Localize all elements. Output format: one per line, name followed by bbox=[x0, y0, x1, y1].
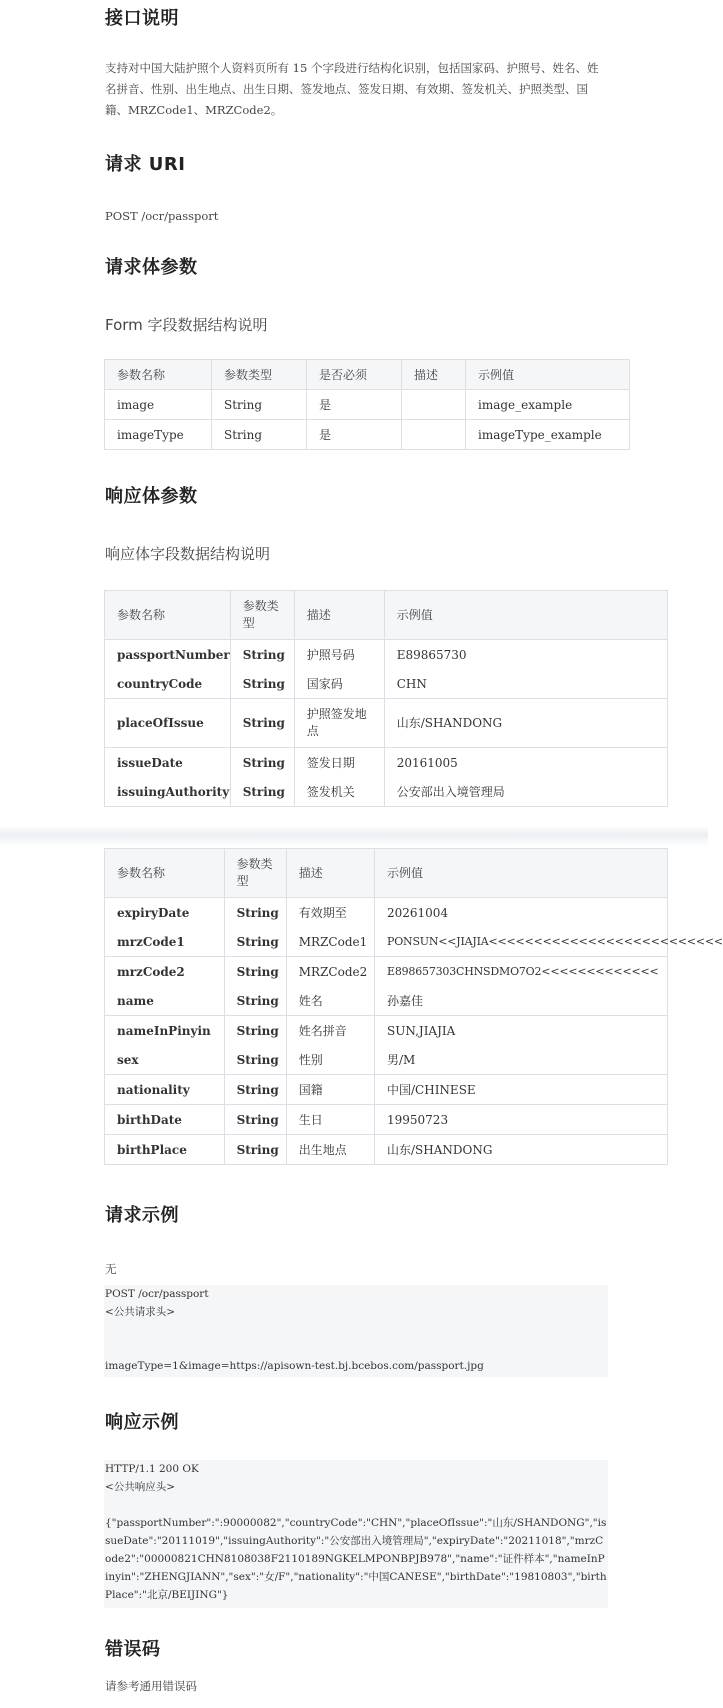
request-code-block bbox=[104, 1285, 608, 1377]
code-line: POST /ocr/passport bbox=[105, 1288, 209, 1300]
table-row bbox=[105, 640, 668, 670]
table-cell: 公安部出入境管理局 bbox=[384, 777, 667, 807]
table-header-row bbox=[105, 360, 630, 390]
response-example-heading: 响应示例 bbox=[105, 1412, 179, 1433]
table-cell: nationality bbox=[105, 1075, 225, 1105]
table-cell: String bbox=[224, 1135, 286, 1165]
uri-heading: 请求 URI bbox=[105, 154, 186, 175]
code-line: imageType=1&image=https://apisown-test.bj.bcebos.com/passport.jpg bbox=[105, 1360, 484, 1372]
table-header-cell: 描述 bbox=[286, 849, 374, 898]
table-row bbox=[105, 777, 668, 807]
table-row bbox=[105, 898, 668, 928]
table-cell: String bbox=[230, 669, 294, 699]
error-code-link[interactable]: 请参考通用错误码 bbox=[105, 1679, 197, 1693]
table-header-cell: 描述 bbox=[402, 360, 466, 390]
table-cell: String bbox=[224, 898, 286, 928]
table-cell: 生日 bbox=[286, 1105, 374, 1135]
table-cell: String bbox=[224, 1105, 286, 1135]
table-row bbox=[105, 390, 630, 420]
table-cell: String bbox=[212, 390, 307, 420]
table-cell: String bbox=[224, 1075, 286, 1105]
table-cell: mrzCode2 bbox=[105, 957, 225, 987]
table-cell: 姓名 bbox=[286, 986, 374, 1016]
table-cell: String bbox=[224, 927, 286, 957]
table-cell: 签发机关 bbox=[294, 777, 384, 807]
code-line: <公共请求头> bbox=[105, 1306, 176, 1318]
table-cell: 国籍 bbox=[286, 1075, 374, 1105]
table-header-row bbox=[105, 591, 668, 640]
table-cell: MRZCode1 bbox=[286, 927, 374, 957]
request-body-heading: 请求体参数 bbox=[105, 257, 198, 278]
table-cell: String bbox=[224, 957, 286, 987]
table-header-row bbox=[105, 849, 668, 898]
table-cell: passportNumber bbox=[105, 640, 231, 670]
table-cell: MRZCode2 bbox=[286, 957, 374, 987]
table-cell: CHN bbox=[384, 669, 667, 699]
response-params-table-2 bbox=[104, 848, 723, 1165]
form-subheading: Form 字段数据结构说明 bbox=[105, 316, 268, 334]
table-cell: String bbox=[230, 777, 294, 807]
intro-paragraph: 支持对中国大陆护照个人资料页所有 15 个字段进行结构化识别，包括国家码、护照号、姓名、姓名拼音、性别、出生地点、出生日期、签发地点、签发日期、有效期、签发机关、护照类型、国籍、MRZCode1、MRZCode2。 bbox=[105, 61, 599, 117]
table-cell: issuingAuthority bbox=[105, 777, 231, 807]
table-cell: 签发日期 bbox=[294, 748, 384, 778]
table-header-cell: 参数类型 bbox=[230, 591, 294, 640]
intro-heading: 接口说明 bbox=[105, 8, 179, 29]
table-cell: countryCode bbox=[105, 669, 231, 699]
table-cell: 孙嘉佳 bbox=[375, 986, 668, 1016]
table-cell: 20161005 bbox=[384, 748, 667, 778]
table-header-cell: 是否必须 bbox=[307, 360, 402, 390]
table-header-cell: 参数名称 bbox=[105, 849, 225, 898]
request-example-none: 无 bbox=[105, 1262, 117, 1276]
table-cell: placeOfIssue bbox=[105, 699, 231, 748]
error-code-heading: 错误码 bbox=[105, 1639, 161, 1660]
table-header-cell: 参数类型 bbox=[212, 360, 307, 390]
table-row bbox=[105, 699, 668, 748]
table-cell: birthDate bbox=[105, 1105, 225, 1135]
code-json-body: {"passportNumber":":90000082","countryCode":"CHN","placeOfIssue":"山东/SHANDONG","issueDate":"20111019","issuingAuthority":"公安部出入境管理局","expiryDate":"20211018","mrzCode2":"00000821CHN8108038F2110189NGKELMPONBPJB978","name":"证件样本","nameInPinyin":"ZHENGJIANN","sex":"女/F","nationality":"中国CANESE","birthDate":"19810803","birthPlace":"北京/BEIJING"} bbox=[105, 1517, 607, 1601]
table-cell: E89865730 bbox=[384, 640, 667, 670]
table-cell: mrzCode1 bbox=[105, 927, 225, 957]
table-row bbox=[105, 748, 668, 778]
code-blank bbox=[105, 1496, 608, 1514]
code-blank bbox=[105, 1321, 608, 1357]
table-cell: imageType bbox=[105, 420, 212, 450]
table-row bbox=[105, 669, 668, 699]
table-row bbox=[105, 986, 668, 1016]
uri-text: POST /ocr/passport bbox=[105, 209, 219, 223]
table-cell: 国家码 bbox=[294, 669, 384, 699]
table-cell: 中国/CHINESE bbox=[375, 1075, 668, 1105]
table-header-cell: 参数类型 bbox=[224, 849, 286, 898]
table-row bbox=[105, 957, 668, 987]
table-cell: String bbox=[230, 748, 294, 778]
response-code-block bbox=[104, 1460, 608, 1608]
table-cell: name bbox=[105, 986, 225, 1016]
table-cell: 山东/SHANDONG bbox=[375, 1135, 668, 1165]
table-cell: 姓名拼音 bbox=[286, 1016, 374, 1046]
table-cell: 是 bbox=[307, 390, 402, 420]
table-cell: sex bbox=[105, 1045, 225, 1075]
table-header-cell: 示例值 bbox=[384, 591, 667, 640]
table-row bbox=[105, 1135, 668, 1165]
table-cell: 20261004 bbox=[375, 898, 668, 928]
table-cell: nameInPinyin bbox=[105, 1016, 225, 1046]
table-cell: 有效期至 bbox=[286, 898, 374, 928]
table-cell bbox=[402, 390, 466, 420]
table-cell: 山东/SHANDONG bbox=[384, 699, 667, 748]
table-cell: birthPlace bbox=[105, 1135, 225, 1165]
table-header-cell: 示例值 bbox=[466, 360, 630, 390]
table-cell: String bbox=[212, 420, 307, 450]
table-cell: imageType_example bbox=[466, 420, 630, 450]
table-cell bbox=[402, 420, 466, 450]
table-cell: SUN,JIAJIA bbox=[375, 1016, 668, 1046]
table-cell: String bbox=[230, 640, 294, 670]
table-cell: 男/M bbox=[375, 1045, 668, 1075]
table-cell: image bbox=[105, 390, 212, 420]
table-header-cell: 参数名称 bbox=[105, 591, 231, 640]
response-params-table-1 bbox=[104, 590, 668, 807]
table-header-cell: 描述 bbox=[294, 591, 384, 640]
request-example-heading: 请求示例 bbox=[105, 1205, 179, 1226]
table-cell: 是 bbox=[307, 420, 402, 450]
table-row bbox=[105, 927, 668, 957]
table-cell: String bbox=[230, 699, 294, 748]
table-cell: issueDate bbox=[105, 748, 231, 778]
table-cell: String bbox=[224, 1045, 286, 1075]
response-subheading: 响应体字段数据结构说明 bbox=[105, 545, 271, 563]
table-row bbox=[105, 1045, 668, 1075]
page-break-divider bbox=[0, 826, 708, 846]
table-cell: 护照号码 bbox=[294, 640, 384, 670]
table-cell: 护照签发地点 bbox=[294, 699, 384, 748]
table-header-cell: 示例值 bbox=[375, 849, 668, 898]
table-row bbox=[105, 420, 630, 450]
table-cell: 19950723 bbox=[375, 1105, 668, 1135]
table-cell: PONSUN<<JIAJIA<<<<<<<<<<<<<<<<<<<<<<<<<< bbox=[375, 927, 668, 957]
code-line: <公共响应头> bbox=[105, 1481, 176, 1493]
table-cell: 性别 bbox=[286, 1045, 374, 1075]
table-cell: String bbox=[224, 986, 286, 1016]
table-row bbox=[105, 1075, 668, 1105]
table-cell: expiryDate bbox=[105, 898, 225, 928]
code-line: HTTP/1.1 200 OK bbox=[105, 1463, 199, 1475]
table-cell: String bbox=[224, 1016, 286, 1046]
table-cell: image_example bbox=[466, 390, 630, 420]
table-cell: 出生地点 bbox=[286, 1135, 374, 1165]
table-row bbox=[105, 1105, 668, 1135]
form-params-table bbox=[104, 359, 630, 450]
response-body-heading: 响应体参数 bbox=[105, 486, 198, 507]
table-cell: E898657303CHNSDMO7O2<<<<<<<<<<<<< bbox=[375, 957, 668, 987]
table-row bbox=[105, 1016, 668, 1046]
table-header-cell: 参数名称 bbox=[105, 360, 212, 390]
